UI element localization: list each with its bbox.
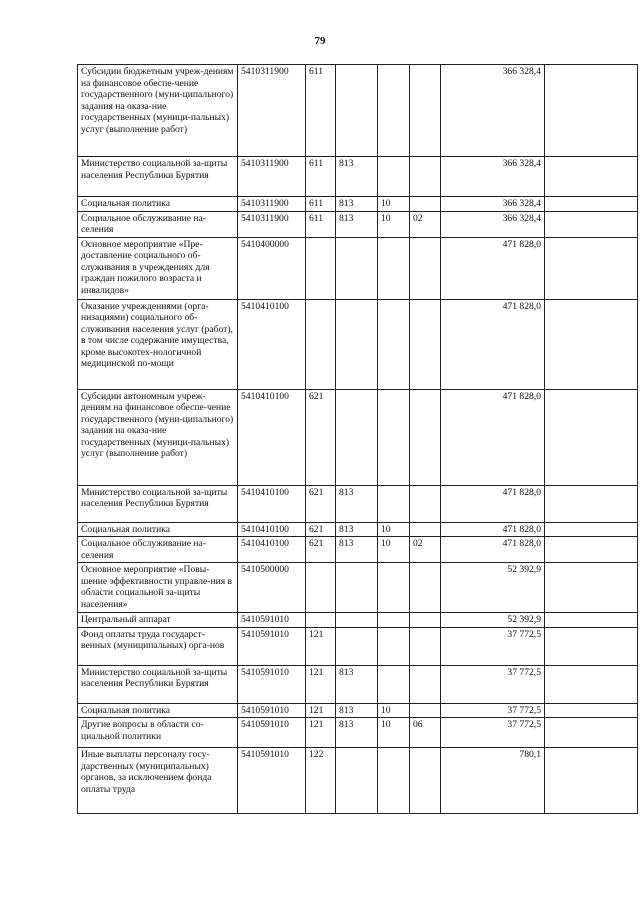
table-row [78, 748, 638, 814]
empty-cell [545, 299, 638, 389]
row-name-cell: Основное мероприятие «Пре-доставление социального об-служивания в учреждениях для граждан пожилого возраста и инвалидов» [78, 237, 238, 299]
expense-type-cell: 621 [306, 537, 336, 563]
ministry-code-cell [336, 237, 378, 299]
section-cell [378, 613, 410, 628]
row-name-cell: Центральный аппарат [78, 613, 238, 628]
ministry-code-cell [336, 389, 378, 485]
table-row [78, 485, 638, 522]
empty-cell [545, 665, 638, 703]
empty-cell [545, 718, 638, 748]
section-cell: 10 [378, 211, 410, 237]
table-row [78, 211, 638, 237]
row-name-cell: Социальная политика [78, 522, 238, 537]
subsection-cell [410, 665, 441, 703]
expense-type-cell: 121 [306, 718, 336, 748]
ministry-code-cell [336, 65, 378, 157]
ministry-code-cell: 813 [336, 485, 378, 522]
amount-cell: 366 328,4 [441, 157, 545, 197]
target-code-cell: 5410591010 [238, 748, 306, 814]
expense-type-cell [306, 299, 336, 389]
row-name-cell: Министерство социальной за-щиты населения Республики Бурятия [78, 665, 238, 703]
ministry-code-cell [336, 627, 378, 665]
table-row [78, 563, 638, 613]
ministry-code-cell [336, 299, 378, 389]
ministry-code-cell: 813 [336, 665, 378, 703]
table-row [78, 703, 638, 718]
target-code-cell: 5410591010 [238, 627, 306, 665]
section-cell [378, 563, 410, 613]
row-name-cell: Фонд оплаты труда государст-венных (муниципальных) орга-нов [78, 627, 238, 665]
target-code-cell: 5410591010 [238, 665, 306, 703]
expense-type-cell: 121 [306, 703, 336, 718]
section-cell [378, 237, 410, 299]
section-cell: 10 [378, 197, 410, 212]
empty-cell [545, 748, 638, 814]
section-cell [378, 65, 410, 157]
ministry-code-cell: 813 [336, 537, 378, 563]
empty-cell [545, 627, 638, 665]
table-row [78, 299, 638, 389]
amount-cell: 37 772,5 [441, 665, 545, 703]
target-code-cell: 5410591010 [238, 613, 306, 628]
empty-cell [545, 157, 638, 197]
empty-cell [545, 537, 638, 563]
row-name-cell: Социальная политика [78, 197, 238, 212]
ministry-code-cell: 813 [336, 718, 378, 748]
amount-cell: 37 772,5 [441, 703, 545, 718]
row-name-cell: Министерство социальной за-щиты населения Республики Бурятия [78, 485, 238, 522]
amount-cell: 366 328,4 [441, 197, 545, 212]
expense-type-cell: 122 [306, 748, 336, 814]
empty-cell [545, 703, 638, 718]
target-code-cell: 5410400000 [238, 237, 306, 299]
page-number: 79 [314, 35, 326, 47]
row-name-cell: Оказание учреждениями (орга-низациями) социального об-служивания населения услуг (работ), в том числе содержание имущества, кроме высокотех-нологичной медицинской по-мощи [78, 299, 238, 389]
empty-cell [545, 211, 638, 237]
amount-cell: 37 772,5 [441, 627, 545, 665]
subsection-cell: 02 [410, 211, 441, 237]
target-code-cell: 5410591010 [238, 703, 306, 718]
ministry-code-cell: 813 [336, 197, 378, 212]
empty-cell [545, 389, 638, 485]
row-name-cell: Основное мероприятие «Повы-шение эффективности управле-ния в области социальной за-щиты населения» [78, 563, 238, 613]
target-code-cell: 5410311900 [238, 197, 306, 212]
subsection-cell [410, 522, 441, 537]
ministry-code-cell [336, 613, 378, 628]
table-body [78, 65, 638, 814]
subsection-cell [410, 748, 441, 814]
subsection-cell [410, 703, 441, 718]
target-code-cell: 5410500000 [238, 563, 306, 613]
empty-cell [545, 197, 638, 212]
table-row [78, 613, 638, 628]
target-code-cell: 5410311900 [238, 211, 306, 237]
amount-cell: 471 828,0 [441, 299, 545, 389]
subsection-cell: 06 [410, 718, 441, 748]
amount-cell: 471 828,0 [441, 485, 545, 522]
table-row [78, 665, 638, 703]
table-row [78, 65, 638, 157]
amount-cell: 471 828,0 [441, 389, 545, 485]
expense-type-cell: 621 [306, 485, 336, 522]
empty-cell [545, 65, 638, 157]
amount-cell: 37 772,5 [441, 718, 545, 748]
section-cell [378, 665, 410, 703]
expense-type-cell: 121 [306, 665, 336, 703]
expense-type-cell [306, 613, 336, 628]
amount-cell: 471 828,0 [441, 522, 545, 537]
section-cell: 10 [378, 703, 410, 718]
amount-cell: 366 328,4 [441, 211, 545, 237]
ministry-code-cell: 813 [336, 522, 378, 537]
subsection-cell [410, 197, 441, 212]
table-row [78, 718, 638, 748]
section-cell: 10 [378, 537, 410, 563]
ministry-code-cell: 813 [336, 703, 378, 718]
row-name-cell: Субсидии бюджетным учреж-дениям на финансовое обеспе-чение государственного (муни-ципального) задания на оказа-ние государственных (муници-пальных) услуг (выполнение работ) [78, 65, 238, 157]
amount-cell: 52 392,9 [441, 613, 545, 628]
amount-cell: 471 828,0 [441, 237, 545, 299]
empty-cell [545, 485, 638, 522]
target-code-cell: 5410591010 [238, 718, 306, 748]
ministry-code-cell: 813 [336, 157, 378, 197]
table-row [78, 157, 638, 197]
target-code-cell: 5410410100 [238, 485, 306, 522]
expense-type-cell: 611 [306, 211, 336, 237]
expense-type-cell [306, 237, 336, 299]
row-name-cell: Иные выплаты персоналу госу-дарственных (муниципальных) органов, за исключением фонда оплаты труда [78, 748, 238, 814]
row-name-cell: Субсидии автономным учреж-дениям на финансовое обеспе-чение государственного (муни-ципального) задания на оказа-ние государственных (муници-пальных) услуг (выполнение работ) [78, 389, 238, 485]
section-cell: 10 [378, 522, 410, 537]
table-row [78, 237, 638, 299]
ministry-code-cell [336, 748, 378, 814]
table-row [78, 197, 638, 212]
amount-cell: 471 828,0 [441, 537, 545, 563]
row-name-cell: Министерство социальной за-щиты населения Республики Бурятия [78, 157, 238, 197]
subsection-cell [410, 485, 441, 522]
section-cell [378, 748, 410, 814]
subsection-cell [410, 299, 441, 389]
section-cell [378, 627, 410, 665]
table-row [78, 627, 638, 665]
row-name-cell: Другие вопросы в области со-циальной политики [78, 718, 238, 748]
target-code-cell: 5410311900 [238, 157, 306, 197]
section-cell [378, 299, 410, 389]
section-cell [378, 389, 410, 485]
row-name-cell: Социальная политика [78, 703, 238, 718]
amount-cell: 780,1 [441, 748, 545, 814]
expense-type-cell: 611 [306, 157, 336, 197]
expense-type-cell: 121 [306, 627, 336, 665]
subsection-cell [410, 613, 441, 628]
budget-table [77, 64, 638, 814]
table-row [78, 389, 638, 485]
table-row [78, 537, 638, 563]
table-row [78, 522, 638, 537]
subsection-cell [410, 237, 441, 299]
target-code-cell: 5410410100 [238, 522, 306, 537]
empty-cell [545, 522, 638, 537]
section-cell [378, 485, 410, 522]
expense-type-cell [306, 563, 336, 613]
target-code-cell: 5410410100 [238, 389, 306, 485]
subsection-cell [410, 389, 441, 485]
section-cell [378, 157, 410, 197]
subsection-cell [410, 563, 441, 613]
empty-cell [545, 563, 638, 613]
expense-type-cell: 611 [306, 197, 336, 212]
row-name-cell: Социальное обслуживание на-селения [78, 211, 238, 237]
expense-type-cell: 621 [306, 389, 336, 485]
subsection-cell [410, 157, 441, 197]
expense-type-cell: 611 [306, 65, 336, 157]
row-name-cell: Социальное обслуживание на-селения [78, 537, 238, 563]
empty-cell [545, 237, 638, 299]
subsection-cell [410, 627, 441, 665]
amount-cell: 52 392,9 [441, 563, 545, 613]
subsection-cell: 02 [410, 537, 441, 563]
expense-type-cell: 621 [306, 522, 336, 537]
target-code-cell: 5410410100 [238, 299, 306, 389]
target-code-cell: 5410410100 [238, 537, 306, 563]
subsection-cell [410, 65, 441, 157]
empty-cell [545, 613, 638, 628]
target-code-cell: 5410311900 [238, 65, 306, 157]
ministry-code-cell: 813 [336, 211, 378, 237]
ministry-code-cell [336, 563, 378, 613]
section-cell: 10 [378, 718, 410, 748]
amount-cell: 366 328,4 [441, 65, 545, 157]
